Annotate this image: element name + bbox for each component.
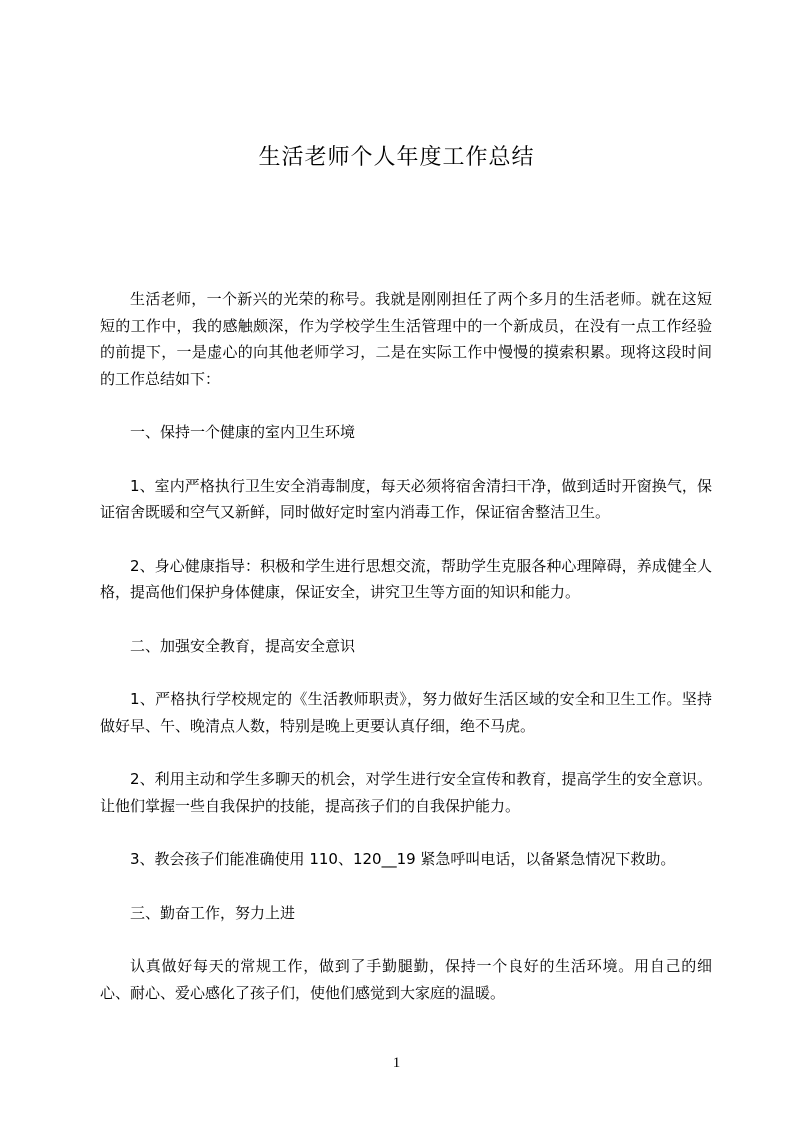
document-body	[100, 286, 712, 1033]
section-heading-1: 一、保持一个健康的室内卫生环境	[130, 423, 356, 441]
section-3-item-1: 认真做好每天的常规工作，做到了手勤腿勤，保持一个良好的生活环境。用自己的细心、耐心、爱心感化了孩子们，使他们感觉到大家庭的温暖。	[100, 957, 712, 1002]
section-2-item-2: 2、利用主动和学生多聊天的机会，对学生进行安全宣传和教育，提高学生的安全意识。让他们掌握一些自我保护的技能，提高孩子们的自我保护能力。	[100, 770, 712, 815]
page-number: 1	[392, 1055, 401, 1071]
section-2-item-1: 1、严格执行学校规定的《生活教师职责》，努力做好生活区域的安全和卫生工作。坚持做好早、午、晚清点人数，特别是晚上更要认真仔细，绝不马虎。	[100, 690, 712, 735]
section-2-item-3: 3、教会孩子们能准确使用 110、120__19 紧急呼叫电话，以备紧急情况下救助。	[130, 850, 676, 868]
section-1-item-1: 1、室内严格执行卫生安全消毒制度，每天必须将宿舍清扫干净，做到适时开窗换气，保证宿舍既暖和空气又新鲜，同时做好定时室内消毒工作，保证宿舍整洁卫生。	[100, 476, 712, 521]
section-1-item-2: 2、身心健康指导：积极和学生进行思想交流，帮助学生克服各种心理障碍，养成健全人格，提高他们保护身体健康，保证安全，讲究卫生等方面的知识和能力。	[100, 556, 712, 601]
document-title: 生活老师个人年度工作总结	[258, 145, 535, 170]
section-heading-3: 三、勤奋工作，努力上进	[130, 903, 296, 922]
intro-paragraph: 生活老师，一个新兴的光荣的称号。我就是刚刚担任了两个多月的生活老师。就在这短短的工作中，我的感触颇深，作为学校学生生活管理中的一个新成员，在没有一点工作经验的前提下，一是虚心的向其他老师学习，二是在实际工作中慢慢的摸索积累。现将这段时间的工作总结如下：	[100, 290, 712, 388]
section-heading-2: 二、加强安全教育，提高安全意识	[130, 636, 356, 655]
